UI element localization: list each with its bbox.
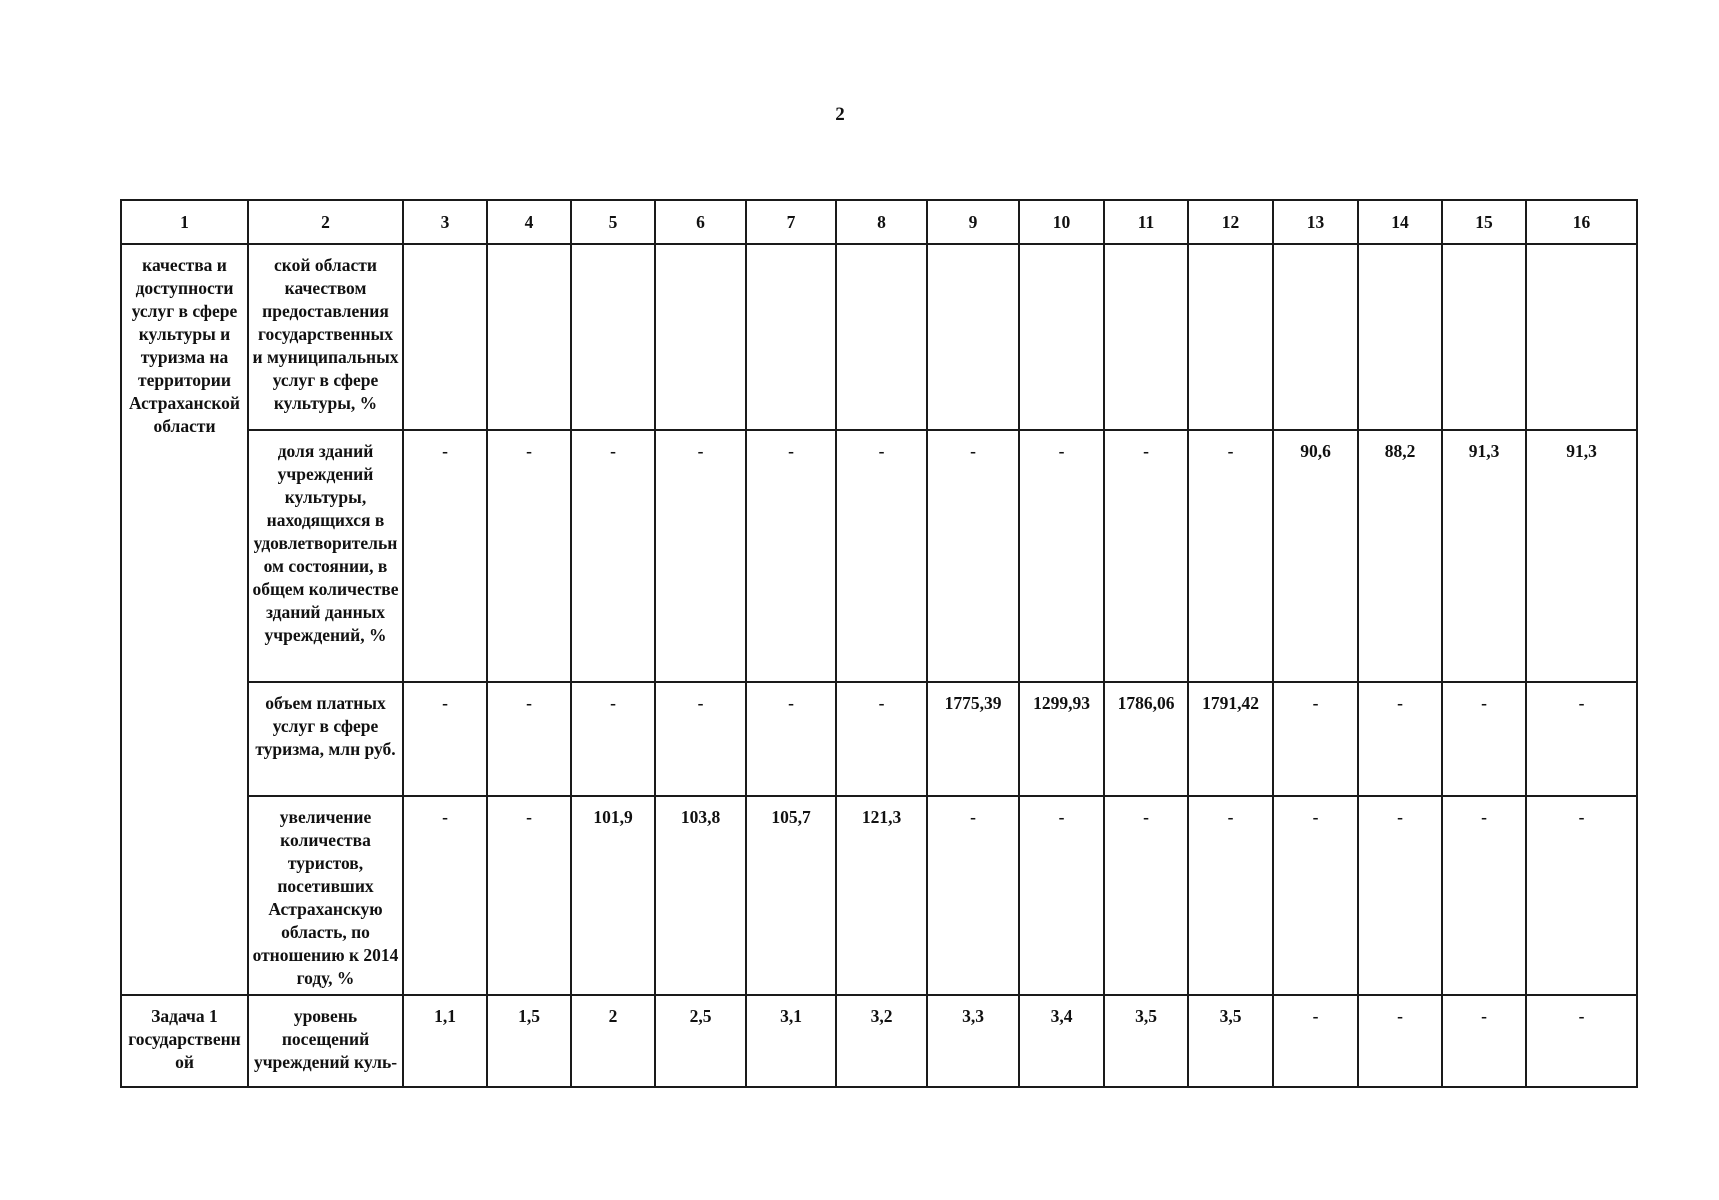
data-table	[120, 199, 1638, 1088]
value-cell: 1,5	[487, 995, 571, 1087]
page-number: 2	[835, 104, 845, 125]
value-cell: -	[746, 682, 836, 796]
header-cell: 5	[571, 200, 655, 244]
value-cell: 121,3	[836, 796, 927, 995]
value-cell: 3,1	[746, 995, 836, 1087]
header-cell: 15	[1442, 200, 1526, 244]
value-cell	[1273, 244, 1358, 430]
value-cell: -	[836, 430, 927, 682]
header-cell: 13	[1273, 200, 1358, 244]
table-row	[121, 430, 1637, 682]
value-cell: 88,2	[1358, 430, 1442, 682]
value-cell	[403, 244, 487, 430]
value-cell: 1775,39	[927, 682, 1019, 796]
value-cell	[1104, 244, 1188, 430]
task-cell: Задача 1 государственной	[121, 995, 248, 1087]
value-cell: -	[927, 430, 1019, 682]
value-cell: 103,8	[655, 796, 746, 995]
value-cell: 101,9	[571, 796, 655, 995]
header-cell: 1	[121, 200, 248, 244]
value-cell: 3,4	[1019, 995, 1104, 1087]
value-cell: -	[1273, 995, 1358, 1087]
header-cell: 9	[927, 200, 1019, 244]
value-cell	[927, 244, 1019, 430]
value-cell: -	[1019, 796, 1104, 995]
value-cell: 1,1	[403, 995, 487, 1087]
table-row	[121, 796, 1637, 995]
value-cell	[1019, 244, 1104, 430]
value-cell: -	[1526, 682, 1637, 796]
value-cell: -	[571, 682, 655, 796]
indicator-cell: увеличение количества туристов, посетивших Астраханскую область, по отношению к 2014 году, %	[248, 796, 403, 995]
value-cell: 1786,06	[1104, 682, 1188, 796]
value-cell: 2,5	[655, 995, 746, 1087]
value-cell: -	[1019, 430, 1104, 682]
header-cell: 4	[487, 200, 571, 244]
value-cell: 3,2	[836, 995, 927, 1087]
value-cell	[836, 244, 927, 430]
value-cell: 90,6	[1273, 430, 1358, 682]
value-cell: -	[655, 430, 746, 682]
goal-cell: качества и доступности услуг в сфере культуры и туризма на территории Астраханской области	[121, 244, 248, 995]
value-cell: 91,3	[1442, 430, 1526, 682]
value-cell: -	[403, 430, 487, 682]
indicator-cell: объем платных услуг в сфере туризма, млн руб.	[248, 682, 403, 796]
value-cell: -	[1358, 682, 1442, 796]
value-cell: -	[571, 430, 655, 682]
value-cell	[655, 244, 746, 430]
value-cell: -	[487, 682, 571, 796]
header-cell: 3	[403, 200, 487, 244]
value-cell: -	[1104, 430, 1188, 682]
header-cell: 11	[1104, 200, 1188, 244]
value-cell	[487, 244, 571, 430]
value-cell: -	[746, 430, 836, 682]
header-cell: 14	[1358, 200, 1442, 244]
value-cell: -	[1273, 682, 1358, 796]
value-cell: 3,3	[927, 995, 1019, 1087]
value-cell: -	[655, 682, 746, 796]
value-cell: -	[1104, 796, 1188, 995]
header-cell: 16	[1526, 200, 1637, 244]
value-cell: -	[1188, 430, 1273, 682]
header-cell: 12	[1188, 200, 1273, 244]
indicator-cell: уровень посещений учреждений куль-	[248, 995, 403, 1087]
value-cell: -	[1442, 682, 1526, 796]
value-cell	[571, 244, 655, 430]
value-cell: -	[487, 796, 571, 995]
value-cell: -	[836, 682, 927, 796]
value-cell: 2	[571, 995, 655, 1087]
indicator-cell: ской области качеством предоставления государственных и муниципальных услуг в сфере культуры, %	[248, 244, 403, 430]
value-cell	[746, 244, 836, 430]
value-cell: -	[1273, 796, 1358, 995]
value-cell: 105,7	[746, 796, 836, 995]
indicator-cell: доля зданий учреждений культуры, находящихся в удовлетворительном состоянии, в общем количестве зданий данных учреждений, %	[248, 430, 403, 682]
header-cell: 10	[1019, 200, 1104, 244]
value-cell	[1358, 244, 1442, 430]
header-cell: 8	[836, 200, 927, 244]
value-cell: 3,5	[1188, 995, 1273, 1087]
value-cell: -	[1526, 796, 1637, 995]
header-cell: 6	[655, 200, 746, 244]
value-cell	[1442, 244, 1526, 430]
value-cell: 91,3	[1526, 430, 1637, 682]
table-row	[121, 995, 1637, 1087]
value-cell: -	[1526, 995, 1637, 1087]
value-cell: -	[1442, 995, 1526, 1087]
value-cell: -	[403, 682, 487, 796]
table-row	[121, 682, 1637, 796]
value-cell: 1791,42	[1188, 682, 1273, 796]
value-cell: -	[1358, 995, 1442, 1087]
value-cell: -	[1358, 796, 1442, 995]
value-cell: 1299,93	[1019, 682, 1104, 796]
value-cell: -	[1442, 796, 1526, 995]
value-cell	[1188, 244, 1273, 430]
header-cell: 7	[746, 200, 836, 244]
value-cell: -	[927, 796, 1019, 995]
value-cell: -	[487, 430, 571, 682]
table-header-row	[121, 200, 1637, 244]
value-cell: -	[1188, 796, 1273, 995]
value-cell	[1526, 244, 1637, 430]
table-row	[121, 244, 1637, 430]
value-cell: 3,5	[1104, 995, 1188, 1087]
header-cell: 2	[248, 200, 403, 244]
value-cell: -	[403, 796, 487, 995]
